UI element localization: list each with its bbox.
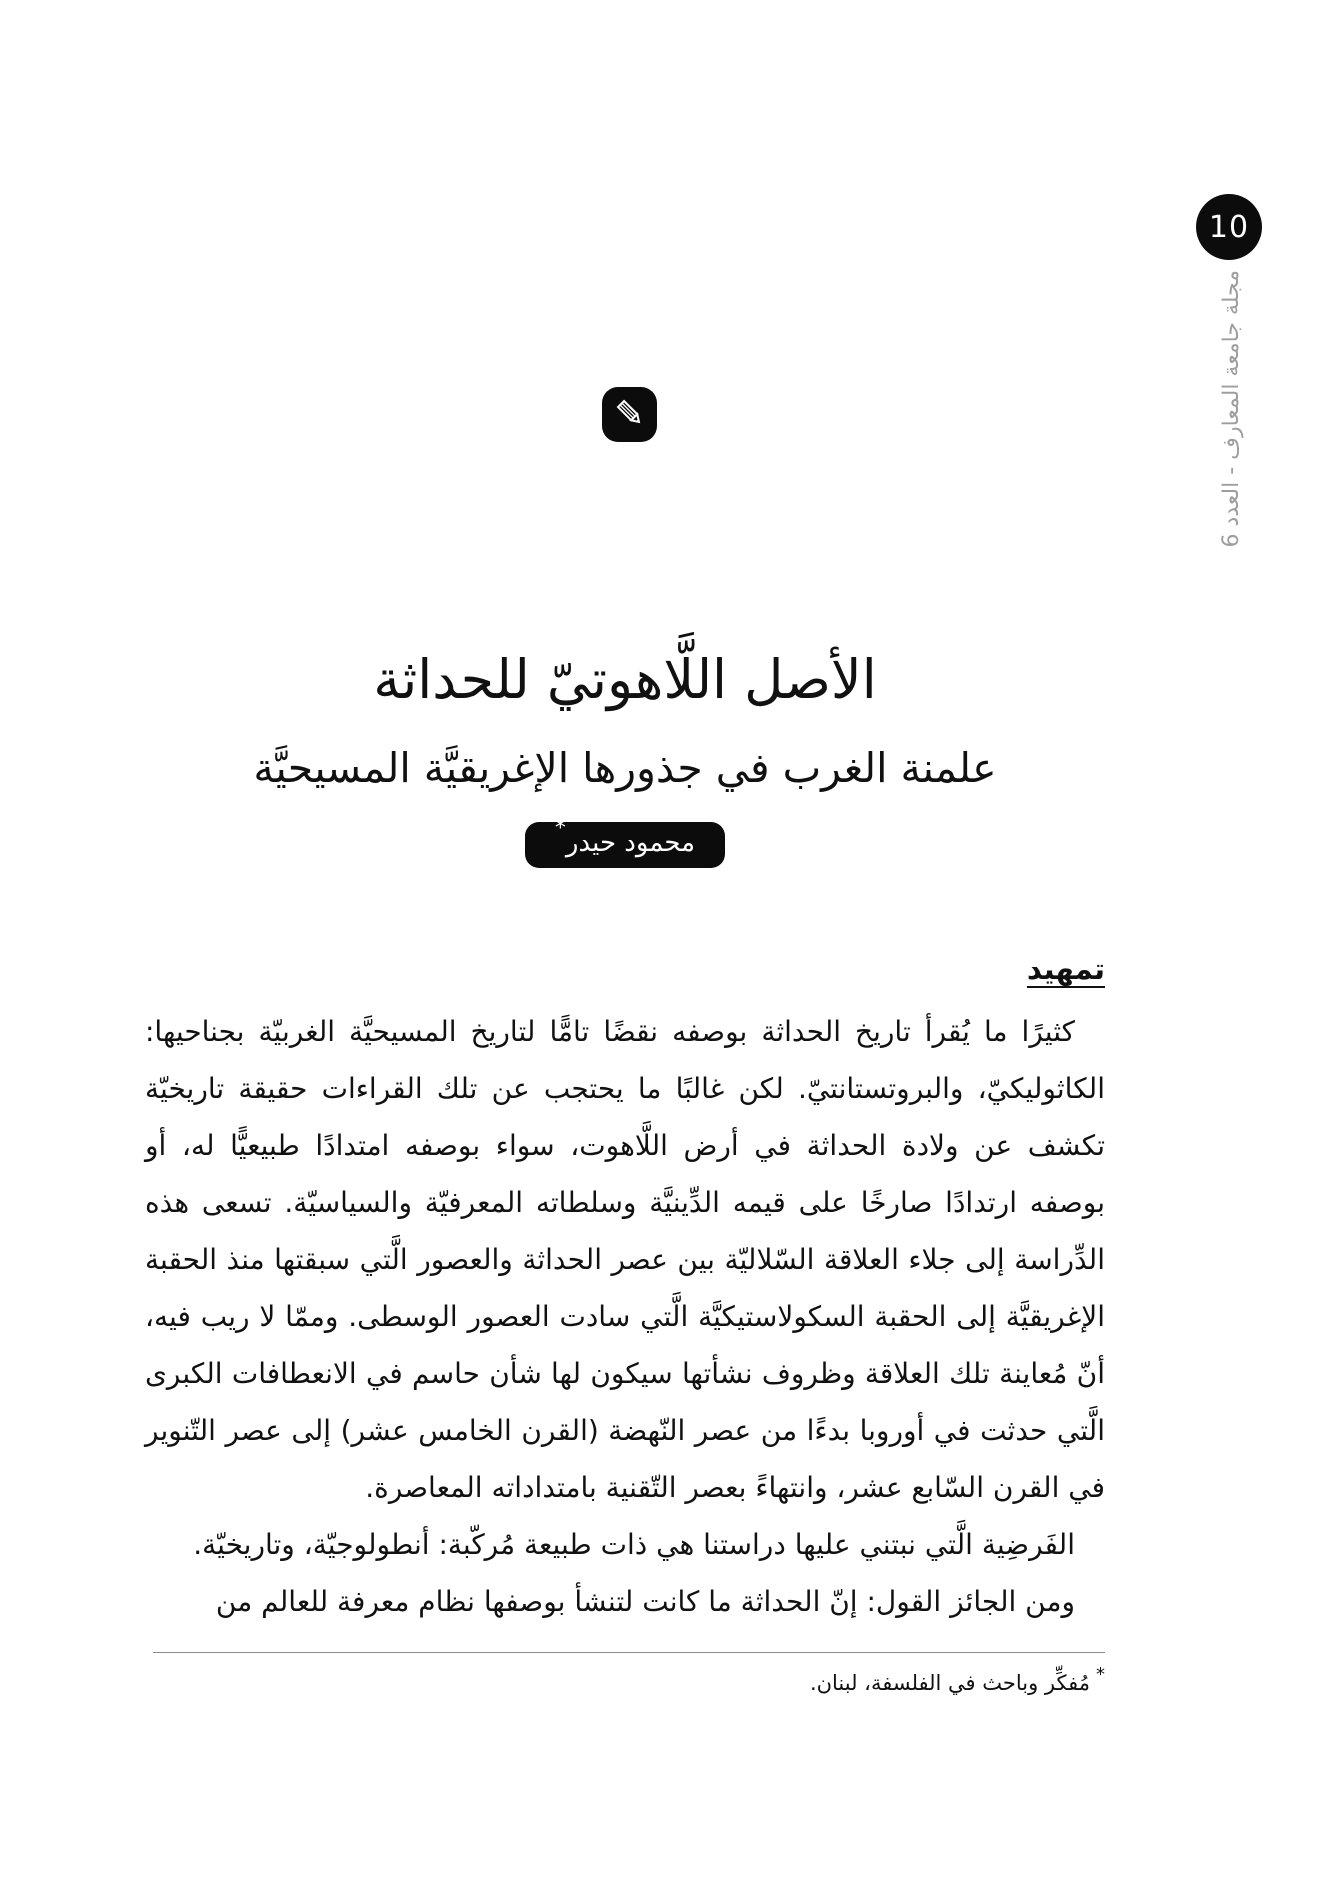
footnote-separator <box>153 1652 1105 1653</box>
author-note-marker: * <box>554 816 566 842</box>
paragraph-1: كثيرًا ما يُقرأ تاريخ الحداثة بوصفه نقضًا تامًّا لتاريخ المسيحيَّة الغربيّة بجناحيها: الكاثوليكيّ، والبروتستانتيّ. لكن غالبًا ما يحتجب عن تلك القراءات حقيقة تاريخيّة تكشف عن ولادة الحداثة في أرض اللَّاهوت، سواء بوصفه امتدادًا طبيعيًّا له، أو بوصفه ارتدادًا صارخًا على قيمه الدِّينيَّة وسلطاته المعرفيّة والسياسيّة. تسعى هذه الدِّراسة إلى جلاء العلاقة السّلاليّة بين عصر الحداثة والعصور الَّتي سبقتها منذ الحقبة الإغريقيَّة إلى الحقبة السكولاستيكيَّة الَّتي سادت العصور الوسطى. وممّا لا ريب فيه، أنّ مُعاينة تلك العلاقة وظروف نشأتها سيكون لها شأن حاسم في الانعطافات الكبرى الَّتي حدثت في أوروبا بدءًا من عصر النّهضة (القرن الخامس عشر) إلى عصر التّنوير في القرن السّابع عشر، وانتهاءً بعصر التّقنية بامتداداته المعاصرة. <box>145 1015 1105 1504</box>
pencil-icon <box>614 397 646 433</box>
author-name: محمود حيدر <box>565 828 696 858</box>
journal-title-vertical: مجلة جامعة المعارف - العدد 6 <box>1219 270 1244 548</box>
author-row <box>145 816 1105 868</box>
page-number: 10 <box>1208 209 1250 245</box>
article-body <box>145 1003 1105 1630</box>
author-plate <box>525 816 725 868</box>
article-subtitle: علمنة الغرب في جذورها الإغريقيَّة المسيحيَّة <box>253 744 997 793</box>
page-number-badge <box>1196 194 1262 260</box>
pencil-badge <box>602 387 657 442</box>
section-heading: تمهيد <box>1026 952 1105 986</box>
paragraph-3: ومن الجائز القول: إنّ الحداثة ما كانت لتنشأ بوصفها نظام معرفة للعالم من <box>215 1585 1075 1618</box>
footnote <box>145 1660 1105 1700</box>
paragraph-2: الفَرضِية الَّتي نبتني عليها دراستنا هي ذات طبيعة مُركّبة: أنطولوجيّة، وتاريخيّة. <box>193 1528 1075 1561</box>
footnote-text: مُفكِّر وباحث في الفلسفة، لبنان. <box>809 1671 1090 1695</box>
footnote-marker: * <box>1096 1664 1105 1685</box>
article-title: الأصل اللَّاهوتيّ للحداثة <box>373 648 877 712</box>
